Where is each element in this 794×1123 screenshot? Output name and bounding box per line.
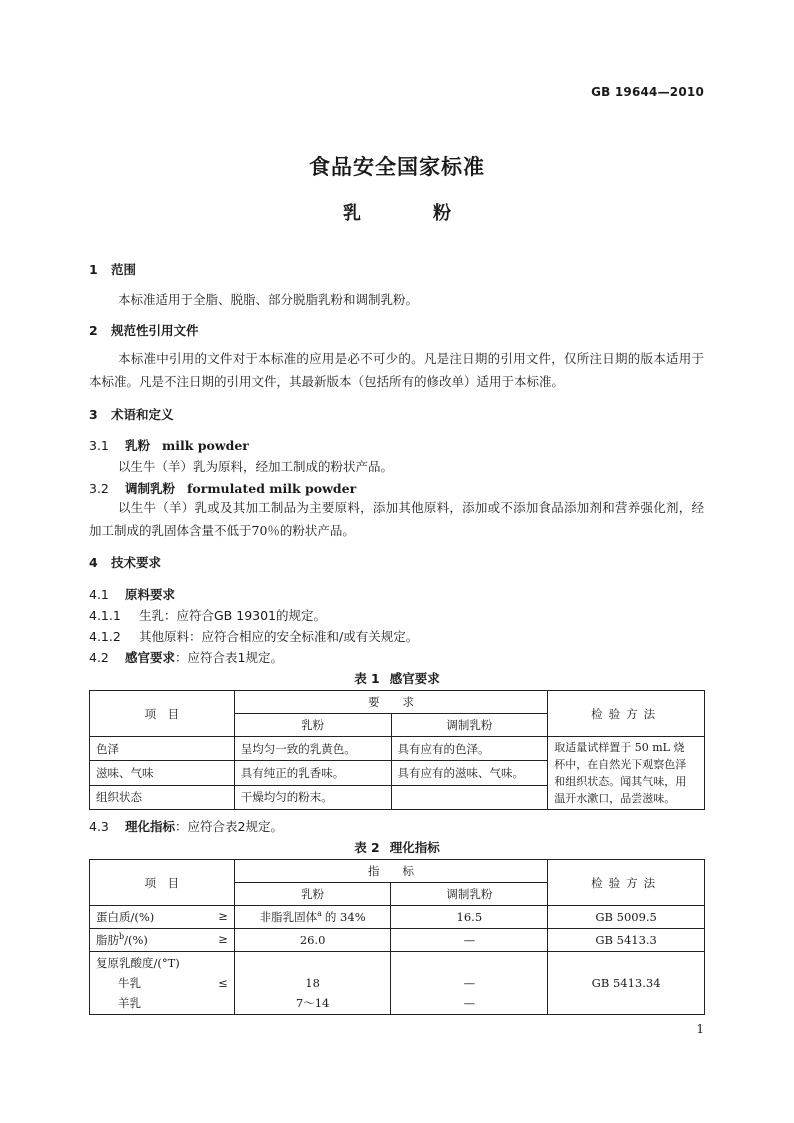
section-4-2-heading <box>89 648 283 666</box>
term-cn: 调制乳粉 <box>125 481 176 496</box>
row-item-protein <box>90 906 235 929</box>
table-2-caption <box>0 838 794 856</box>
header-formulated: 调制乳粉 <box>391 883 548 906</box>
table-1-caption <box>0 669 794 687</box>
caption-title: 理化指标 <box>389 840 440 855</box>
footnote-marker: b <box>119 932 125 942</box>
header-requirement: 要 求 <box>234 691 547 714</box>
row-value-milk: 干燥均匀的粉末。 <box>234 785 391 809</box>
section-title: 术语和定义 <box>111 407 174 422</box>
header-method: 检验方法 <box>548 860 705 906</box>
item-label: 蛋白质/(%) <box>96 910 155 924</box>
row-value-milk <box>234 906 391 929</box>
value-goat: 7～14 <box>295 996 330 1010</box>
row-value-formulated: 具有应有的滋味、气味。 <box>391 761 548 785</box>
section-2-heading <box>89 321 199 339</box>
row-item: 滋味、气味 <box>90 761 235 785</box>
caption-title: 感官要求 <box>389 671 440 686</box>
section-number: 4.2 <box>89 650 109 665</box>
section-title: 范围 <box>111 262 137 277</box>
clause-text: ：应符合表1规定。 <box>175 650 283 665</box>
section-4-1-1 <box>89 606 326 624</box>
row-value-milk: 呈均匀一致的乳黄色。 <box>234 737 391 761</box>
section-number: 4 <box>89 555 98 570</box>
row-item-fat <box>90 929 235 952</box>
section-1-heading <box>89 260 136 278</box>
item-unit: /(%) <box>124 933 148 947</box>
section-1-body: 本标准适用于全脂、脱脂、部分脱脂乳粉和调制乳粉。 <box>118 292 419 307</box>
method-cell <box>548 737 705 810</box>
section-number: 3.1 <box>89 438 109 453</box>
clause-text: 其他原料：应符合相应的安全标准和/或有关规定。 <box>139 629 419 644</box>
value-prefix: 非脂乳固体 <box>259 910 318 924</box>
section-4-1-heading <box>89 585 175 603</box>
document-subtitle: 乳粉 <box>343 203 523 224</box>
table-2-physicochemical <box>89 859 705 1015</box>
row-method: GB 5413.3 <box>548 929 705 952</box>
section-title: 感官要求 <box>125 650 176 665</box>
header-formulated: 调制乳粉 <box>391 714 548 737</box>
row-value-formulated <box>391 952 548 1015</box>
term-cn: 乳粉 <box>125 438 151 453</box>
section-number: 4.1 <box>89 587 109 602</box>
header-milk-powder: 乳粉 <box>234 883 391 906</box>
standard-code: GB 19644—2010 <box>591 85 704 99</box>
section-title: 技术要求 <box>111 555 162 570</box>
sub-item-goat: 羊乳 <box>118 996 141 1010</box>
row-item: 组织状态 <box>90 785 235 809</box>
value-cow: — <box>463 976 476 990</box>
header-item: 项 目 <box>90 691 235 737</box>
item-label: 脂肪 <box>96 933 119 947</box>
row-value-formulated <box>391 785 548 809</box>
table-row <box>90 952 705 1015</box>
page-number: 1 <box>696 1022 704 1036</box>
row-value-formulated: — <box>391 929 548 952</box>
section-number: 4.3 <box>89 819 109 834</box>
section-4-1-2 <box>89 627 418 645</box>
section-title: 规范性引用文件 <box>111 323 199 338</box>
item-label: 复原乳酸度/(°T) <box>96 956 180 970</box>
method-line: 温开水漱口，品尝滋味。 <box>554 792 676 805</box>
header-method: 检验方法 <box>548 691 705 737</box>
comparison-sign: ≤ <box>218 976 228 990</box>
header-indicator: 指 标 <box>234 860 547 883</box>
section-number: 4.1.1 <box>89 608 121 623</box>
footnote-marker: a <box>317 909 322 919</box>
section-number: 2 <box>89 323 98 338</box>
section-4-3-heading <box>89 817 283 835</box>
header-item: 项 目 <box>90 860 235 906</box>
section-2-body: 本标准中引用的文件对于本标准的应用是必不可少的。凡是注日期的引用文件，仅所注日期的版本适用于本标准。凡是不注日期的引用文件，其最新版本（包括所有的修改单）适用于本标准。 <box>89 351 704 389</box>
method-line: 杯中，在自然光下观察色泽 <box>554 758 687 771</box>
document-title: 食品安全国家标准 <box>309 155 485 179</box>
table-1-sensory <box>89 690 705 810</box>
term-en: milk powder <box>162 438 249 453</box>
row-item-acidity <box>90 952 235 1015</box>
section-3-1-heading <box>89 436 249 454</box>
value-suffix: 的 34% <box>324 910 366 924</box>
row-method: GB 5009.5 <box>548 906 705 929</box>
section-number: 3 <box>89 407 98 422</box>
sub-item-cow <box>96 973 228 993</box>
comparison-sign: ≥ <box>218 909 228 923</box>
section-number: 4.1.2 <box>89 629 121 644</box>
row-method: GB 5413.34 <box>548 952 705 1015</box>
method-line: 取适量试样置于 50 mL 烧 <box>554 741 685 754</box>
method-line: 和组织状态。闻其气味，用 <box>554 775 687 788</box>
section-title: 理化指标 <box>125 819 176 834</box>
section-3-2-body: 以生牛（羊）乳或及其加工制品为主要原料，添加其他原料，添加或不添加食品添加剂和营养强化剂，经加工制成的乳固体含量不低于70％的粉状产品。 <box>89 500 704 538</box>
row-value-formulated: 16.5 <box>391 906 548 929</box>
table-row <box>90 929 705 952</box>
row-value-milk <box>234 952 391 1015</box>
row-value-formulated: 具有应有的色泽。 <box>391 737 548 761</box>
section-number: 1 <box>89 262 98 277</box>
header-milk-powder: 乳粉 <box>234 714 391 737</box>
section-3-2-heading <box>89 479 356 497</box>
section-3-heading <box>89 405 174 423</box>
caption-number: 表 2 <box>354 840 380 855</box>
section-title: 原料要求 <box>125 587 176 602</box>
table-row <box>90 737 705 761</box>
clause-text: 生乳：应符合GB 19301的规定。 <box>139 608 326 623</box>
row-item: 色泽 <box>90 737 235 761</box>
term-en: formulated milk powder <box>187 481 357 496</box>
row-value-milk: 26.0 <box>234 929 391 952</box>
clause-text: ：应符合表2规定。 <box>175 819 283 834</box>
section-number: 3.2 <box>89 481 109 496</box>
caption-number: 表 1 <box>354 671 380 686</box>
comparison-sign: ≥ <box>218 932 228 946</box>
value-cow: 18 <box>305 976 320 990</box>
sub-item-label: 牛乳 <box>118 976 141 990</box>
section-4-heading <box>89 553 161 571</box>
value-goat: — <box>463 996 476 1010</box>
table-row <box>90 906 705 929</box>
row-value-milk: 具有纯正的乳香味。 <box>234 761 391 785</box>
section-3-1-body: 以生牛（羊）乳为原料，经加工制成的粉状产品。 <box>118 459 394 474</box>
